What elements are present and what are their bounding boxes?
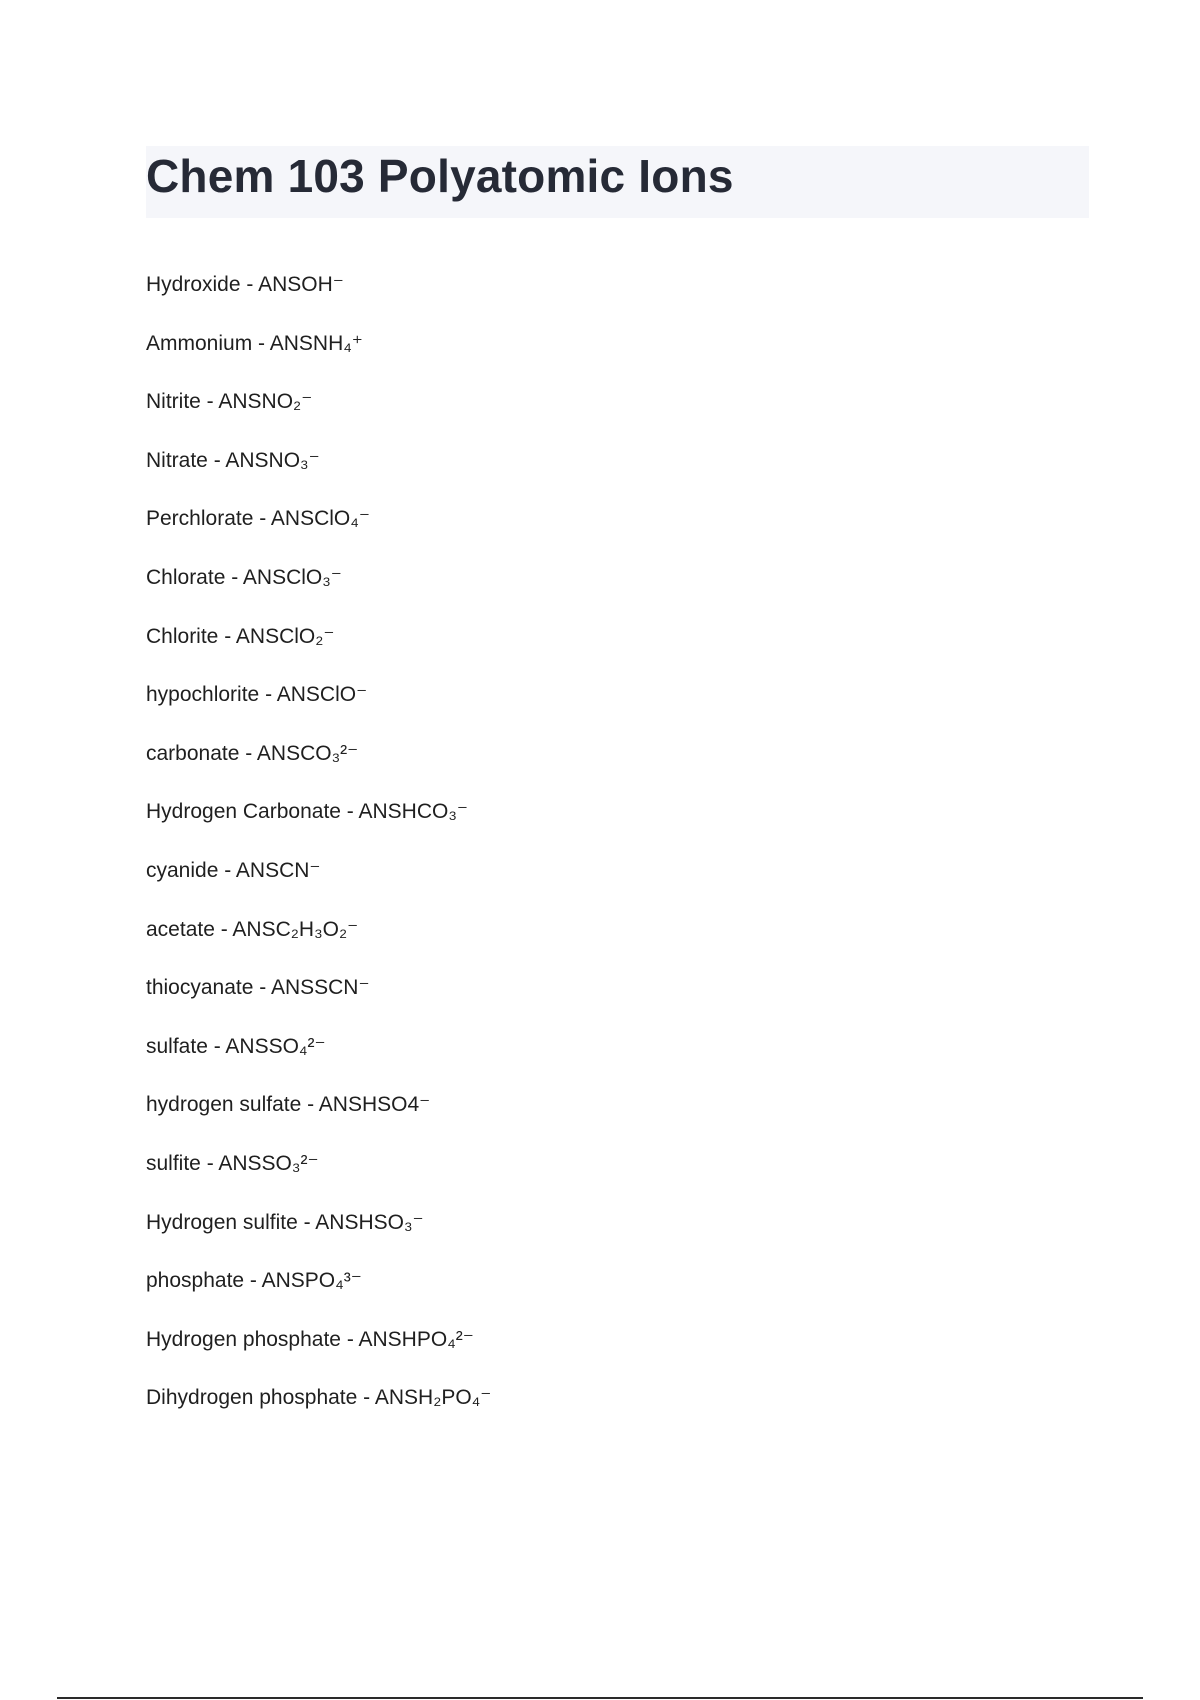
separator: - — [239, 741, 257, 765]
ion-formula: ANSSO₃²⁻ — [218, 1151, 319, 1175]
list-item — [146, 1151, 1086, 1210]
separator: - — [340, 800, 359, 824]
ion-name: carbonate — [146, 741, 240, 765]
ion-name: Hydroxide — [146, 273, 241, 296]
list-item — [146, 624, 1086, 683]
list-item — [146, 1092, 1086, 1151]
ion-name: Chlorate — [146, 565, 226, 589]
ion-name: Nitrate — [146, 448, 208, 472]
ion-formula: ANSSO₄²⁻ — [225, 1034, 326, 1058]
list-item — [146, 917, 1086, 976]
ion-formula: ANSHSO4⁻ — [318, 1093, 431, 1117]
list-item — [146, 331, 1086, 390]
list-item — [146, 1210, 1086, 1269]
separator: - — [200, 390, 219, 414]
separator: - — [297, 1210, 316, 1234]
separator: - — [225, 565, 243, 589]
ion-formula: ANSPO₄³⁻ — [261, 1269, 362, 1293]
ion-formula: ANSHPO₄²⁻ — [358, 1327, 474, 1351]
separator: - — [253, 507, 271, 531]
ion-name: Hydrogen phosphate — [146, 1327, 341, 1351]
ion-formula: ANSHCO₃⁻ — [358, 800, 468, 824]
separator: - — [240, 273, 259, 296]
ion-name: sulfate — [146, 1034, 208, 1058]
ion-name: hydrogen sulfate — [146, 1093, 302, 1117]
separator: - — [207, 1034, 226, 1058]
ion-formula: ANSClO₄⁻ — [270, 507, 370, 531]
ion-name: sulfite — [146, 1151, 201, 1175]
separator: - — [218, 858, 236, 882]
ion-formula: ANSClO₂⁻ — [235, 624, 335, 648]
ion-formula: ANSH₂PO₄⁻ — [374, 1386, 492, 1410]
separator: - — [253, 976, 271, 1000]
list-item — [146, 506, 1086, 565]
ion-name: thiocyanate — [146, 976, 254, 1000]
separator: - — [340, 1327, 359, 1351]
ion-formula: ANSNH₄⁺ — [269, 331, 363, 355]
separator: - — [357, 1386, 375, 1410]
list-item — [146, 1268, 1086, 1327]
ion-name: cyanide — [146, 858, 219, 882]
list-item — [146, 1034, 1086, 1093]
list-item — [146, 682, 1086, 741]
separator: - — [259, 683, 277, 707]
separator: - — [218, 624, 236, 648]
ion-name: Hydrogen sulfite — [146, 1210, 298, 1234]
separator: - — [244, 1269, 262, 1293]
separator: - — [200, 1151, 219, 1175]
ion-formula: ANSHSO₃⁻ — [315, 1210, 424, 1234]
separator: - — [301, 1093, 319, 1117]
list-item — [146, 448, 1086, 507]
ion-name: Hydrogen Carbonate — [146, 800, 341, 824]
list-item — [146, 1327, 1086, 1386]
ion-name: Nitrite — [146, 390, 201, 414]
page-title: Chem 103 Polyatomic Ions — [146, 150, 734, 202]
ion-name: phosphate — [146, 1269, 245, 1293]
ion-name: acetate — [146, 917, 215, 941]
ion-formula: ANSC₂H₃O₂⁻ — [232, 917, 359, 941]
ion-formula: ANSNO₂⁻ — [218, 390, 313, 414]
ion-name: Dihydrogen phosphate — [146, 1386, 358, 1410]
ion-formula: ANSSCN⁻ — [270, 976, 370, 1000]
list-item — [146, 272, 1086, 331]
separator: - — [214, 917, 233, 941]
list-item — [146, 389, 1086, 448]
ion-name: hypochlorite — [146, 683, 260, 707]
list-item — [146, 565, 1086, 624]
ion-list — [146, 272, 1086, 1444]
list-item — [146, 799, 1086, 858]
ion-formula: ANSClO⁻ — [276, 683, 368, 707]
ion-name: Perchlorate — [146, 507, 254, 531]
footer-divider — [57, 1697, 1143, 1699]
ion-name: Chlorite — [146, 624, 219, 648]
ion-name: Ammonium — [146, 331, 253, 355]
list-item — [146, 741, 1086, 800]
list-item — [146, 858, 1086, 917]
ion-formula: ANSCN⁻ — [235, 858, 321, 882]
list-item — [146, 1385, 1086, 1444]
ion-formula: ANSOH⁻ — [258, 273, 344, 296]
ion-formula: ANSCO₃²⁻ — [256, 741, 359, 765]
separator: - — [252, 331, 270, 355]
ion-formula: ANSClO₃⁻ — [242, 565, 342, 589]
ion-formula: ANSNO₃⁻ — [225, 448, 320, 472]
list-item — [146, 975, 1086, 1034]
separator: - — [207, 448, 226, 472]
